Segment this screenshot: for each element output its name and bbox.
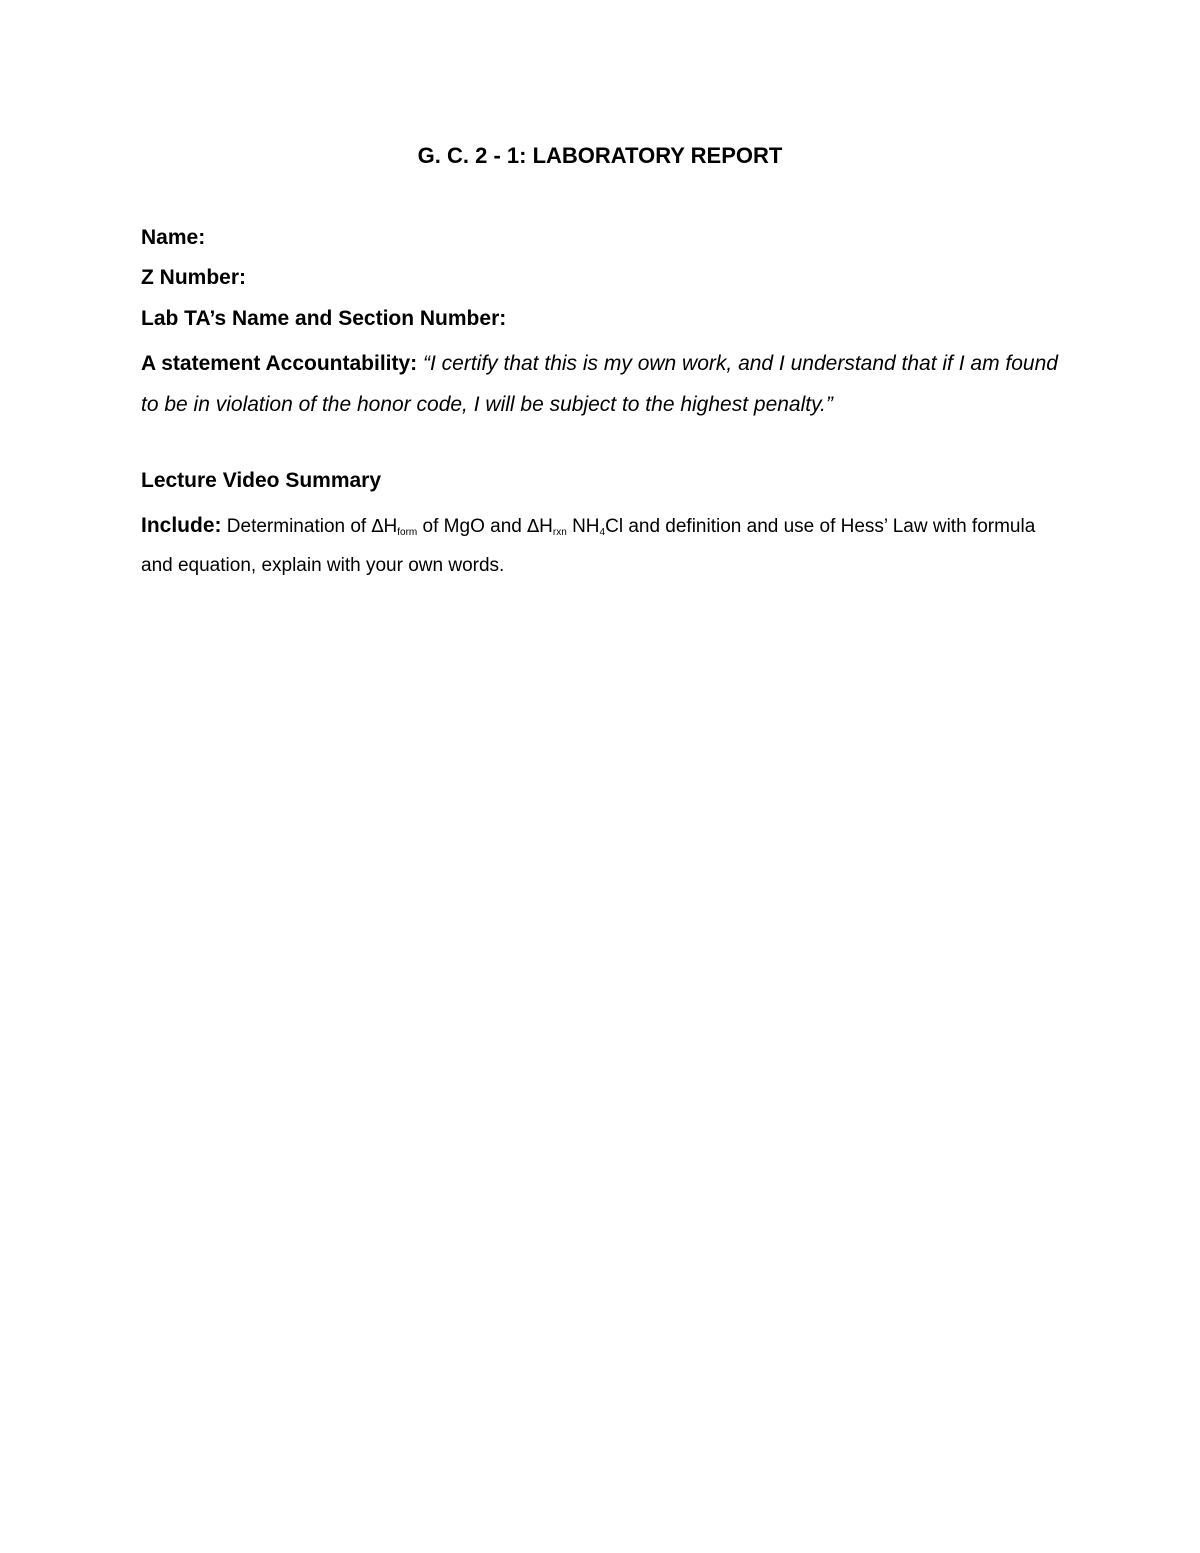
include-text-part1: Determination of xyxy=(221,516,372,537)
subscript-form: form xyxy=(397,527,418,538)
name-label: Name: xyxy=(141,226,206,249)
subscript-rxn: rxn xyxy=(552,527,567,538)
include-text-part3: NH xyxy=(566,516,600,537)
delta-symbol: ∆ xyxy=(371,516,384,537)
accountability-statement xyxy=(141,343,1071,425)
include-text-part2: of MgO and xyxy=(417,516,528,537)
h-letter: H xyxy=(539,516,553,537)
delta-symbol: ∆ xyxy=(527,516,540,537)
lab-ta-label: Lab TA’s Name and Section Number: xyxy=(141,307,507,330)
h-letter: H xyxy=(383,516,398,537)
accountability-quote: “I certify that this is my own work, and I understand that if I am found to be in violation of the honor code, I will be subject to the highest penalty.” xyxy=(141,352,1058,416)
include-instructions xyxy=(141,506,1071,585)
include-text-part4: Cl and definition and use of Hess’ Law with formula and equation, explain with your own words. xyxy=(141,516,1036,576)
lecture-summary-heading: Lecture Video Summary xyxy=(141,469,382,492)
accountability-label: A statement Accountability: xyxy=(141,352,418,375)
include-label: Include: xyxy=(141,514,222,537)
z-number-label: Z Number: xyxy=(141,266,246,289)
document-title: G. C. 2 - 1: LABORATORY REPORT xyxy=(417,143,783,168)
subscript-4: 4 xyxy=(599,527,606,538)
